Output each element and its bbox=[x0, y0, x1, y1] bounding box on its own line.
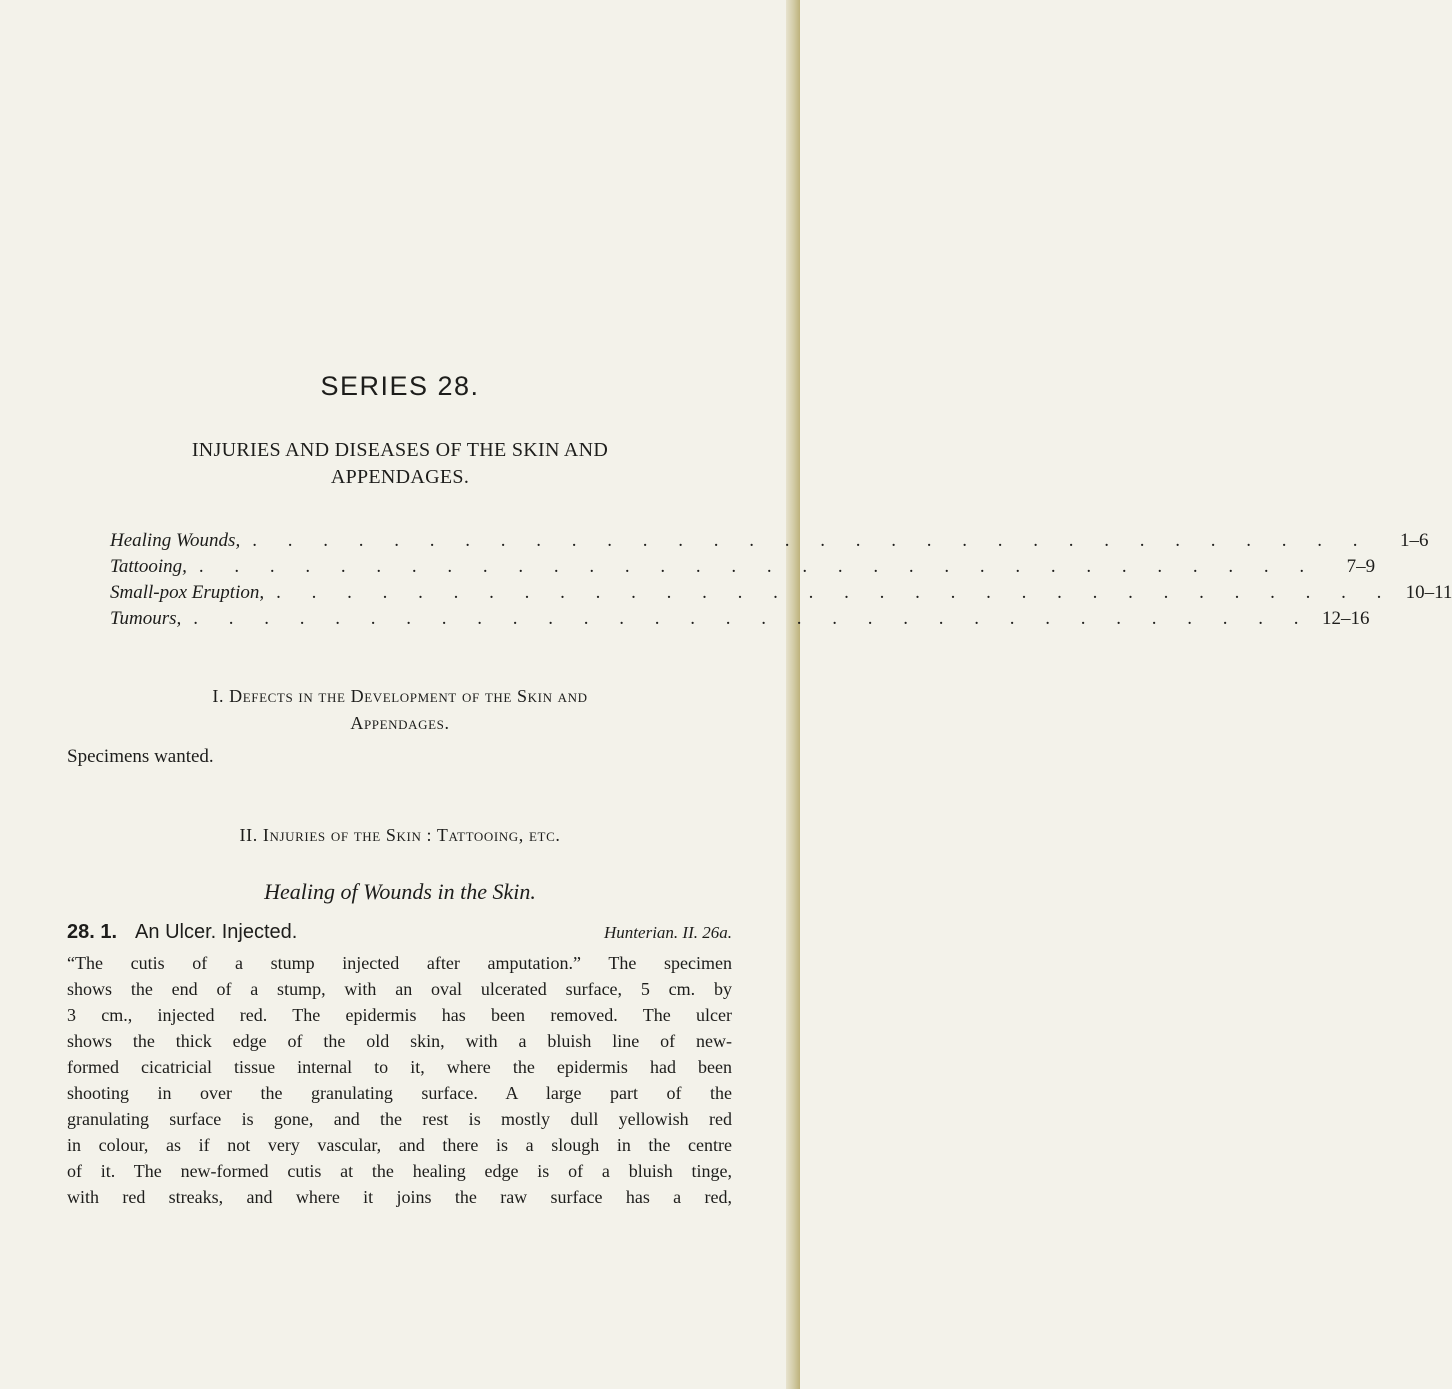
text-line: in colour, as if not very vascular, and there is a slough in the centre bbox=[67, 1135, 732, 1155]
main-heading-line-1: INJURIES AND DISEASES OF THE SKIN AND bbox=[191, 439, 609, 461]
toc-row bbox=[110, 582, 1452, 608]
toc-row bbox=[110, 608, 1370, 634]
toc-label: Healing Wounds, bbox=[110, 530, 241, 551]
specimens-note: Specimens wanted. bbox=[67, 746, 214, 767]
toc-leader: . . . . . . . . . . . . . . . . . . . . . . . . . . . . . . . . bbox=[252, 530, 1371, 551]
entry-title: An Ulcer. Injected. bbox=[135, 921, 298, 943]
section-heading-line-2: Appendages. bbox=[350, 713, 450, 733]
toc-leader: . . . . . . . . . . . . . . . . . . . . . . . . . . . . . . . . bbox=[193, 608, 1312, 629]
toc-pages: 12–16 bbox=[1322, 608, 1370, 629]
main-heading-line-2: APPENDAGES. bbox=[330, 466, 470, 488]
toc-leader: . . . . . . . . . . . . . . . . . . . . . . . . . . . . . . . . bbox=[198, 556, 1318, 577]
text-line: shows the end of a stump, with an oval ulcerated surface, 5 cm. by bbox=[67, 979, 732, 999]
text-line: granulating surface is gone, and the rest is mostly dull yellowish red bbox=[67, 1109, 732, 1129]
toc-label: Tattooing, bbox=[110, 556, 187, 577]
text-line: “The cutis of a stump injected after amputation.” The specimen bbox=[67, 953, 732, 973]
toc-pages: 7–9 bbox=[1346, 556, 1376, 577]
entry-reference: Hunterian. II. 26a. bbox=[604, 923, 732, 942]
text-line: shooting in over the granulating surface. A large part of the bbox=[67, 1083, 732, 1103]
text-line: of it. The new-formed cutis at the healing edge is of a bluish tinge, bbox=[67, 1161, 732, 1181]
entry-number: 28. 1. bbox=[67, 921, 118, 943]
entry-description bbox=[67, 950, 732, 1210]
subheading: Healing of Wounds in the Skin. bbox=[264, 879, 536, 904]
table-of-contents bbox=[110, 530, 1452, 634]
page-edge bbox=[786, 0, 800, 1389]
entry-header bbox=[67, 921, 732, 944]
toc-leader: . . . . . . . . . . . . . . . . . . . . . . . . . . . . . . . . bbox=[276, 582, 1395, 603]
text-line: formed cicatricial tissue internal to it, where the epidermis had been bbox=[67, 1057, 732, 1077]
section-heading-defects bbox=[60, 683, 740, 737]
section-heading-injuries: II. Injuries of the Skin : Tattooing, etc. bbox=[239, 825, 561, 845]
toc-label: Small-pox Eruption, bbox=[110, 582, 265, 603]
series-title: SERIES 28. bbox=[320, 371, 480, 401]
toc-row bbox=[110, 530, 1429, 556]
toc-label: Tumours, bbox=[110, 608, 182, 629]
toc-row bbox=[110, 556, 1376, 582]
toc-pages: 10–11 bbox=[1405, 582, 1452, 603]
text-line: with red streaks, and where it joins the raw surface has a red, bbox=[67, 1187, 732, 1207]
toc-pages: 1–6 bbox=[1399, 530, 1429, 551]
text-line: shows the thick edge of the old skin, with a bluish line of new- bbox=[67, 1031, 732, 1051]
text-line: 3 cm., injected red. The epidermis has been removed. The ulcer bbox=[67, 1005, 732, 1025]
section-heading-line-1: I. Defects in the Development of the Skin and bbox=[212, 686, 588, 706]
main-heading bbox=[60, 437, 740, 491]
